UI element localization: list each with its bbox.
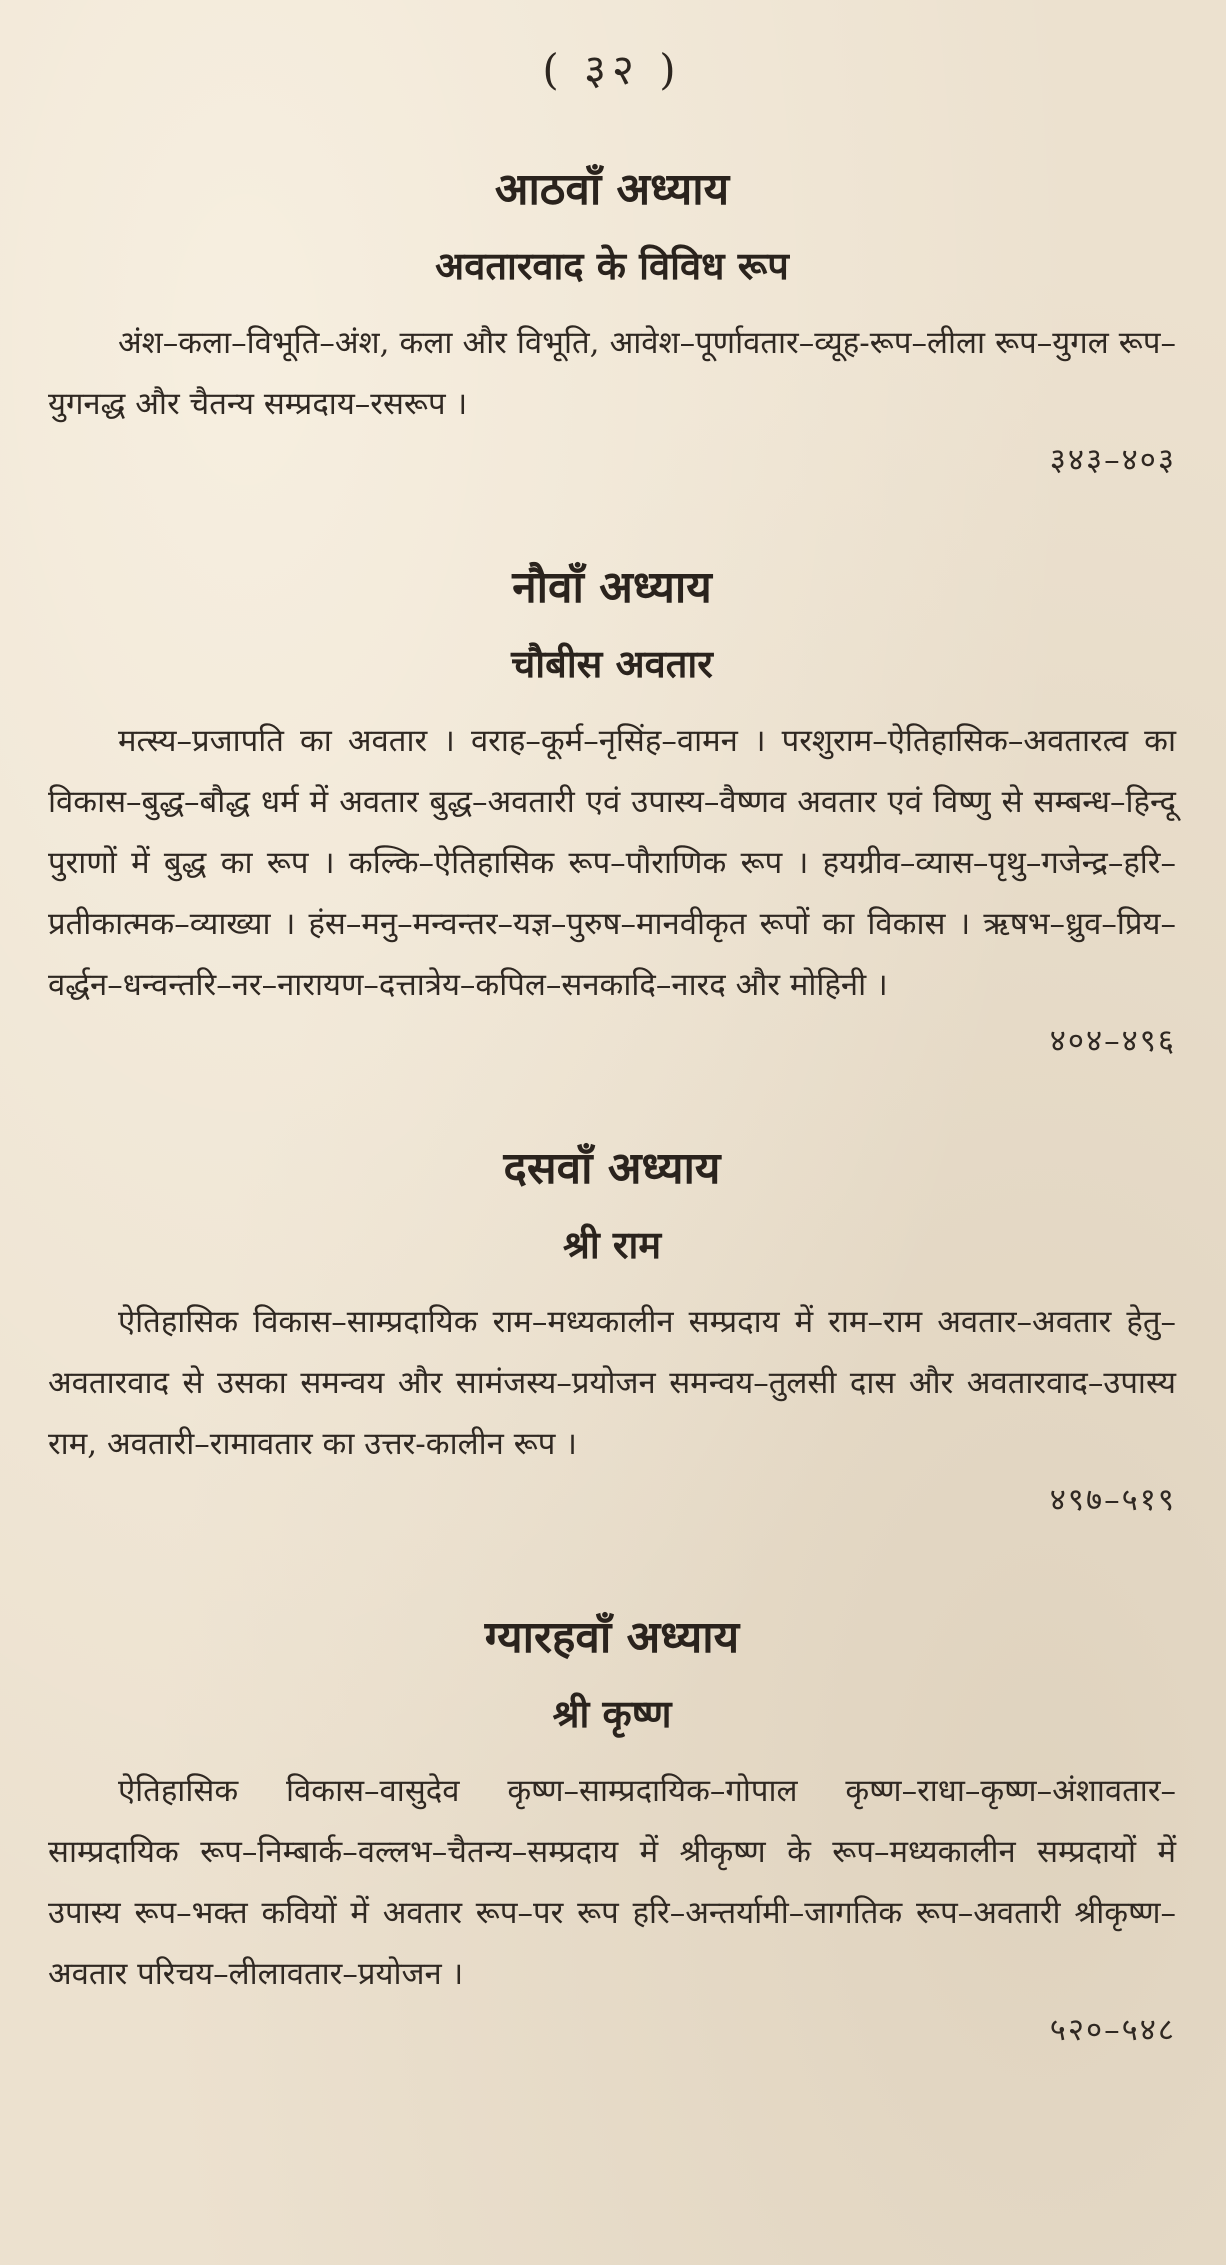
chapter-title: आठवाँ अध्याय: [494, 164, 730, 215]
chapter-title: ग्यारहवाँ अध्याय: [484, 1612, 740, 1663]
page-range: ५२०–५४८: [1049, 2012, 1176, 2048]
chapter-summary: अंश–कला–विभूति–अंश, कला और विभूति, आवेश–पूर्णावतार–व्यूह-रूप–लीला रूप–युगल रूप–युगनद्ध और चैतन्य सम्प्रदाय–रसरूप ।: [48, 325, 1176, 422]
chapter-title: दसवाँ अध्याय: [503, 1143, 721, 1194]
chapter-subtitle: श्री कृष्ण: [552, 1691, 672, 1736]
page-range: ४९७–५१९: [1049, 1482, 1176, 1518]
chapter-subtitle: श्री राम: [562, 1222, 662, 1267]
page-range: ३४३–४०३: [1049, 442, 1176, 478]
chapter-11: [48, 1605, 1176, 2055]
chapter-8: [48, 157, 1176, 485]
page-range: ४०४–४९६: [1049, 1023, 1176, 1059]
chapter-summary: ऐतिहासिक विकास–साम्प्रदायिक राम–मध्यकालीन सम्प्रदाय में राम–राम अवतार–अवतार हेतु–अवतारवाद से उसका समन्वय और सामंजस्य–प्रयोजन समन्वय–तुलसी दास और अवतारवाद–उपास्य राम, अवतारी–रामावतार का उत्तर-कालीन रूप ।: [48, 1304, 1176, 1462]
chapter-summary: मत्स्य–प्रजापति का अवतार । वराह–कूर्म–नृसिंह–वामन । परशुराम–ऐतिहासिक–अवतारत्व का विकास–बुद्ध–बौद्ध धर्म में अवतार बुद्ध–अवतारी एवं उपास्य–वैष्णव अवतार एवं विष्णु से सम्बन्ध–हिन्दू पुराणों में बुद्ध का रूप । कल्कि–ऐतिहासिक रूप–पौराणिक रूप । हयग्रीव–व्यास–पृथु–गजेन्द्र–हरि–प्रतीकात्मक–व्याख्या । हंस–मनु–मन्वन्तर–यज्ञ–पुरुष–मानवीकृत रूपों का विकास । ऋषभ–ध्रुव–प्रिय–वर्द्धन–धन्वन्तरि–नर–नारायण–दत्तात्रेय–कपिल–सनकादि–नारद और मोहिनी ।: [48, 723, 1176, 1003]
chapter-subtitle: अवतारवाद के विविध रूप: [435, 243, 789, 288]
chapter-10: [48, 1136, 1176, 1525]
page-number: ( ३२ ): [542, 45, 682, 94]
chapter-9: [48, 555, 1176, 1066]
chapter-title: नौवाँ अध्याय: [512, 562, 712, 613]
chapter-summary: ऐतिहासिक विकास–वासुदेव कृष्ण–साम्प्रदायिक–गोपाल कृष्ण–राधा–कृष्ण–अंशावतार–साम्प्रदायिक रूप–निम्बार्क–वल्लभ–चैतन्य–सम्प्रदाय में श्रीकृष्ण के रूप–मध्यकालीन सम्प्रदायों में उपास्य रूप–भक्त कवियों में अवतार रूप–पर रूप हरि–अन्तर्यामी–जागतिक रूप–अवतारी श्रीकृष्ण–अवतार परिचय–लीलावतार–प्रयोजन ।: [48, 1773, 1176, 1992]
chapter-subtitle: चौबीस अवतार: [511, 641, 713, 686]
